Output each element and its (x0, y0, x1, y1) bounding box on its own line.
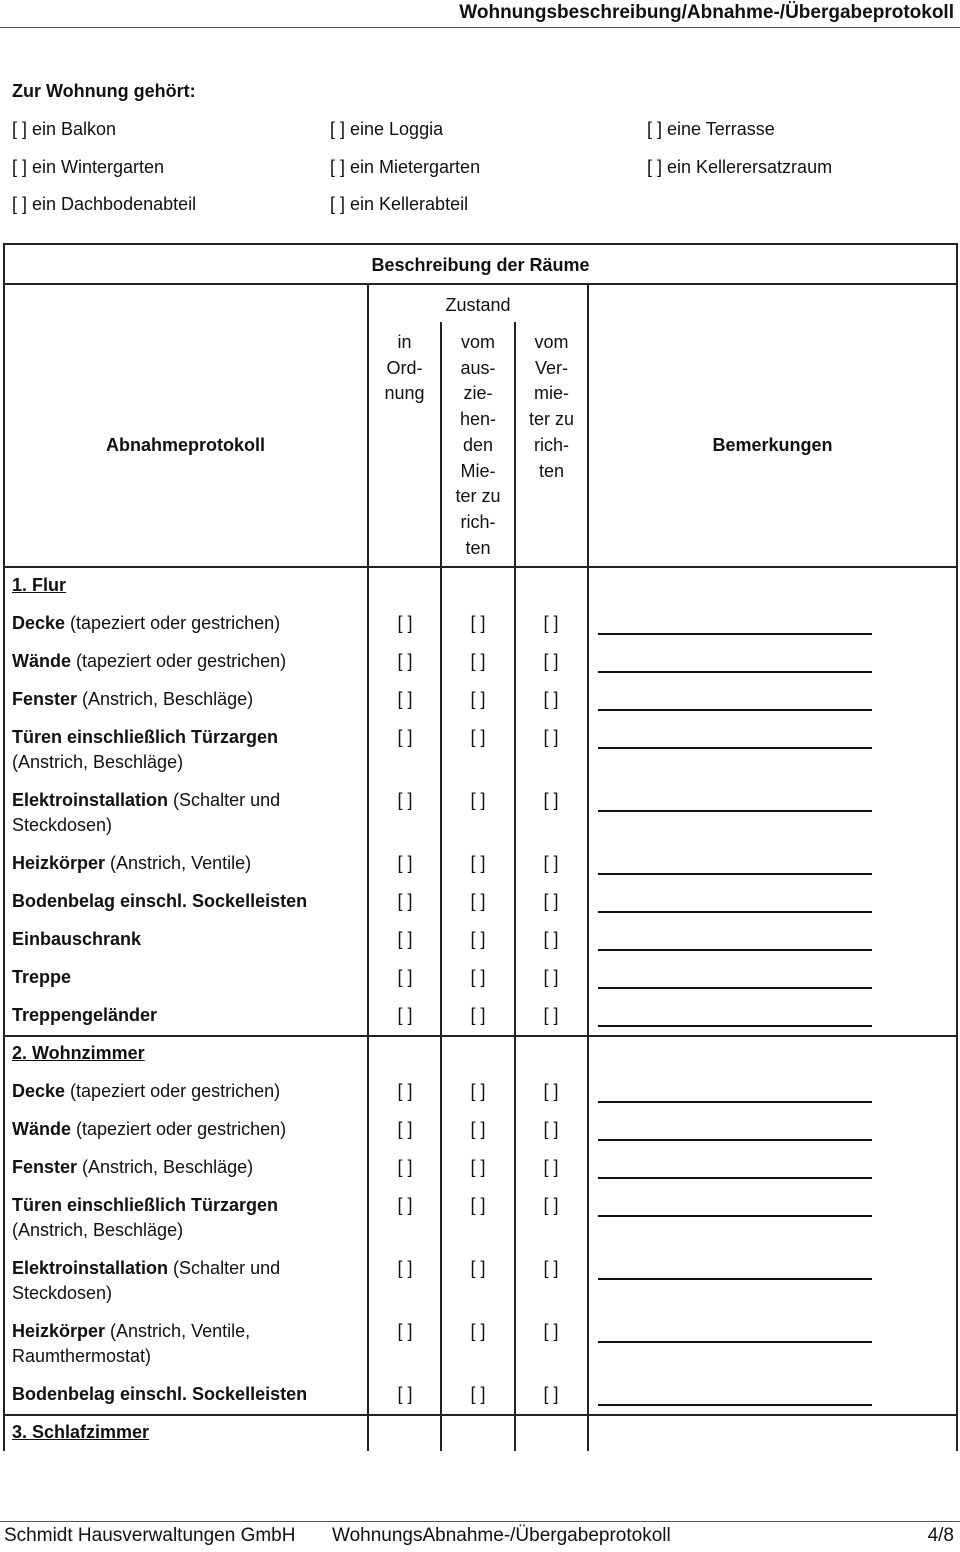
checkbox-tenant-repair[interactable]: [ ] (470, 967, 486, 987)
table-row (0, 719, 960, 782)
column-header-line: ten (465, 537, 491, 558)
footer-page-number: 4/8 (927, 1525, 954, 1546)
item-name: Bodenbelag einschl. Sockelleisten (12, 891, 308, 911)
checkbox-tenant-repair[interactable]: [ ] (470, 790, 486, 810)
table-row (0, 1313, 960, 1376)
column-header-line: rich- (460, 511, 496, 532)
item-name: Fenster (12, 1157, 78, 1177)
document-header-title: Wohnungsbeschreibung/Abnahme-/Übergabeprotokoll (459, 2, 954, 23)
item-label (12, 1319, 357, 1369)
column-header-line: den (462, 434, 494, 455)
checkbox-landlord-repair[interactable]: [ ] (543, 967, 559, 987)
column-header-line: mie- (534, 383, 569, 404)
column-header-line: Ver- (534, 357, 568, 378)
checkbox-tenant-repair[interactable]: [ ] (470, 929, 486, 949)
column-header-line: ter zu (455, 486, 501, 507)
checkbox-in-order[interactable]: [ ] (397, 613, 413, 633)
remarks-field[interactable] (598, 747, 872, 749)
item-name: Wände (12, 1119, 72, 1139)
item-name: Türen einschließlich Türzargen (12, 727, 279, 747)
table-divider (3, 283, 958, 285)
checkbox-in-order[interactable]: [ ] (397, 853, 413, 873)
checkbox-landlord-repair[interactable]: [ ] (543, 651, 559, 671)
item-name: Decke (12, 1081, 66, 1101)
checkbox-landlord-repair[interactable]: [ ] (543, 891, 559, 911)
option-dachbodenabteil[interactable]: [ ] ein Dachbodenabteil (12, 194, 197, 214)
checkbox-landlord-repair[interactable]: [ ] (543, 689, 559, 709)
checkbox-landlord-repair[interactable]: [ ] (543, 1258, 559, 1278)
table-row (0, 959, 960, 997)
item-name: Heizkörper (12, 853, 106, 873)
item-label (12, 927, 357, 952)
checkbox-landlord-repair[interactable]: [ ] (543, 1321, 559, 1341)
remarks-field[interactable] (598, 709, 872, 711)
checkbox-tenant-repair[interactable]: [ ] (470, 1119, 486, 1139)
footer-rule (0, 1521, 960, 1522)
checkbox-in-order[interactable]: [ ] (397, 1258, 413, 1278)
item-label (12, 687, 357, 712)
item-name: Einbauschrank (12, 929, 142, 949)
item-name: Treppengeländer (12, 1005, 158, 1025)
option-terrasse[interactable]: [ ] eine Terrasse (647, 119, 775, 139)
item-detail: (Anstrich, Beschläge) (12, 752, 184, 772)
checkbox-tenant-repair[interactable]: [ ] (470, 1195, 486, 1215)
checkbox-in-order[interactable]: [ ] (397, 1119, 413, 1139)
checkbox-landlord-repair[interactable]: [ ] (543, 1005, 559, 1025)
section-title: 2. Wohnzimmer (12, 1043, 145, 1063)
table-row (0, 1376, 960, 1414)
header-rule (0, 27, 960, 28)
section-title: 1. Flur (12, 575, 67, 595)
belongs-heading: Zur Wohnung gehört: (12, 81, 196, 101)
item-label (12, 851, 357, 876)
item-name: Türen einschließlich Türzargen (12, 1195, 279, 1215)
checkbox-in-order[interactable]: [ ] (397, 727, 413, 747)
item-label (12, 1193, 357, 1243)
table-row (0, 643, 960, 681)
item-detail: (Schalter und Steckdosen) (12, 1258, 281, 1303)
column-header-tenant-repair (441, 330, 515, 561)
checkbox-in-order[interactable]: [ ] (397, 1195, 413, 1215)
checkbox-in-order[interactable]: [ ] (397, 1005, 413, 1025)
item-name: Treppe (12, 967, 72, 987)
column-header-line: nung (384, 383, 425, 404)
checkbox-landlord-repair[interactable]: [ ] (543, 1081, 559, 1101)
section-row (0, 567, 960, 605)
table-border-top (3, 243, 958, 245)
item-detail: (Schalter und Steckdosen) (12, 790, 281, 835)
item-detail: (Anstrich, Ventile, Raumthermostat) (12, 1321, 251, 1366)
table-title: Beschreibung der Räume (371, 255, 590, 275)
table-row (0, 921, 960, 959)
item-label (12, 725, 357, 775)
column-header-line: zie- (463, 383, 493, 404)
item-detail: (Anstrich, Ventile) (105, 853, 252, 873)
item-name: Elektroinstallation (12, 790, 169, 810)
item-detail: (Anstrich, Beschläge) (12, 1220, 184, 1240)
remarks-field[interactable] (598, 671, 872, 673)
column-header-state: Zustand (445, 295, 511, 315)
checkbox-in-order[interactable]: [ ] (397, 1157, 413, 1177)
column-header-line: vom (460, 332, 495, 352)
remarks-field[interactable] (598, 1404, 872, 1406)
column-header-in-order (368, 330, 441, 407)
checkbox-landlord-repair[interactable]: [ ] (543, 1119, 559, 1139)
table-row (0, 1111, 960, 1149)
remarks-field[interactable] (598, 911, 872, 913)
item-label (12, 1117, 357, 1142)
item-detail: (tapeziert oder gestrichen) (65, 1081, 281, 1101)
checkbox-tenant-repair[interactable]: [ ] (470, 1384, 486, 1404)
checkbox-tenant-repair[interactable]: [ ] (470, 1081, 486, 1101)
item-label (12, 1155, 357, 1180)
checkbox-landlord-repair[interactable]: [ ] (543, 727, 559, 747)
remarks-field[interactable] (598, 873, 872, 875)
item-name: Fenster (12, 689, 78, 709)
checkbox-in-order[interactable]: [ ] (397, 1081, 413, 1101)
remarks-field[interactable] (598, 1278, 872, 1280)
column-header-line: vom (534, 332, 569, 352)
item-label (12, 1079, 357, 1104)
item-detail: (tapeziert oder gestrichen) (65, 613, 281, 633)
column-header-line: ter zu (528, 409, 575, 430)
item-label (12, 1003, 357, 1028)
checkbox-in-order[interactable]: [ ] (397, 689, 413, 709)
item-detail: (Anstrich, Beschläge) (77, 689, 254, 709)
column-header-line: ten (538, 460, 565, 481)
table-row (0, 1250, 960, 1313)
table-row (0, 681, 960, 719)
checkbox-in-order[interactable]: [ ] (397, 1384, 413, 1404)
checkbox-landlord-repair[interactable]: [ ] (543, 853, 559, 873)
checkbox-landlord-repair[interactable]: [ ] (543, 1384, 559, 1404)
item-detail: (tapeziert oder gestrichen) (71, 651, 287, 671)
item-label (12, 788, 357, 838)
checkbox-in-order[interactable]: [ ] (397, 967, 413, 987)
remarks-field[interactable] (598, 949, 872, 951)
column-header-line: aus- (460, 357, 496, 378)
item-name: Elektroinstallation (12, 1258, 169, 1278)
table-row (0, 1187, 960, 1250)
item-detail: (Anstrich, Beschläge) (77, 1157, 254, 1177)
item-label (12, 649, 357, 674)
item-label (12, 889, 357, 914)
remarks-field[interactable] (598, 633, 872, 635)
checkbox-tenant-repair[interactable]: [ ] (470, 891, 486, 911)
checkbox-in-order[interactable]: [ ] (397, 790, 413, 810)
checkbox-in-order[interactable]: [ ] (397, 891, 413, 911)
option-kellerabteil[interactable]: [ ] ein Kellerabteil (330, 194, 469, 214)
item-label (12, 965, 357, 990)
remarks-field[interactable] (598, 987, 872, 989)
checkbox-tenant-repair[interactable]: [ ] (470, 613, 486, 633)
remarks-field[interactable] (598, 1215, 872, 1217)
checkbox-landlord-repair[interactable]: [ ] (543, 1157, 559, 1177)
column-header-remarks: Bemerkungen (712, 435, 833, 455)
checkbox-landlord-repair[interactable]: [ ] (543, 790, 559, 810)
table-row (0, 782, 960, 845)
checkbox-tenant-repair[interactable]: [ ] (470, 1321, 486, 1341)
checkbox-landlord-repair[interactable]: [ ] (543, 929, 559, 949)
table-row (0, 845, 960, 883)
table-row (0, 605, 960, 643)
item-label (12, 611, 357, 636)
item-detail: (tapeziert oder gestrichen) (71, 1119, 287, 1139)
table-row (0, 1149, 960, 1187)
item-name: Wände (12, 651, 72, 671)
footer-document: WohnungsAbnahme-/Übergabeprotokoll (332, 1525, 671, 1546)
checkbox-tenant-repair[interactable]: [ ] (470, 1157, 486, 1177)
checkbox-in-order[interactable]: [ ] (397, 651, 413, 671)
item-name: Heizkörper (12, 1321, 106, 1341)
table-row (0, 883, 960, 921)
checkbox-tenant-repair[interactable]: [ ] (470, 727, 486, 747)
remarks-field[interactable] (598, 1101, 872, 1103)
option-kellerersatzraum[interactable]: [ ] ein Kellerersatzraum (647, 157, 833, 177)
remarks-field[interactable] (598, 1025, 872, 1027)
item-label (12, 1256, 357, 1306)
checkbox-tenant-repair[interactable]: [ ] (470, 651, 486, 671)
option-mietergarten[interactable]: [ ] ein Mietergarten (330, 157, 481, 177)
remarks-field[interactable] (598, 1139, 872, 1141)
section-title: 3. Schlafzimmer (12, 1422, 150, 1442)
table-row (0, 1073, 960, 1111)
column-header-protocol: Abnahmeprotokoll (105, 435, 265, 455)
column-header-landlord-repair (515, 330, 588, 484)
column-header-line: rich- (534, 434, 569, 455)
item-name: Decke (12, 613, 66, 633)
checkbox-tenant-repair[interactable]: [ ] (470, 853, 486, 873)
section-row (0, 1414, 960, 1452)
item-name: Bodenbelag einschl. Sockelleisten (12, 1384, 308, 1404)
remarks-field[interactable] (598, 810, 872, 812)
checkbox-in-order[interactable]: [ ] (397, 1321, 413, 1341)
checkbox-tenant-repair[interactable]: [ ] (470, 1005, 486, 1025)
checkbox-tenant-repair[interactable]: [ ] (470, 1258, 486, 1278)
item-label (12, 1382, 357, 1407)
option-balkon[interactable]: [ ] ein Balkon (12, 119, 117, 139)
table-row (0, 997, 960, 1035)
footer-company: Schmidt Hausverwaltungen GmbH (4, 1525, 296, 1546)
checkbox-landlord-repair[interactable]: [ ] (543, 613, 559, 633)
remarks-field[interactable] (598, 1341, 872, 1343)
remarks-field[interactable] (598, 1177, 872, 1179)
column-header-line: Mie- (460, 460, 496, 481)
section-row (0, 1035, 960, 1073)
column-header-line: Ord- (386, 357, 423, 378)
option-loggia[interactable]: [ ] eine Loggia (330, 119, 444, 139)
column-header-line: hen- (459, 409, 497, 430)
checkbox-tenant-repair[interactable]: [ ] (470, 689, 486, 709)
column-header-line: in (397, 332, 412, 352)
checkbox-landlord-repair[interactable]: [ ] (543, 1195, 559, 1215)
option-wintergarten[interactable]: [ ] ein Wintergarten (12, 157, 165, 177)
checkbox-in-order[interactable]: [ ] (397, 929, 413, 949)
